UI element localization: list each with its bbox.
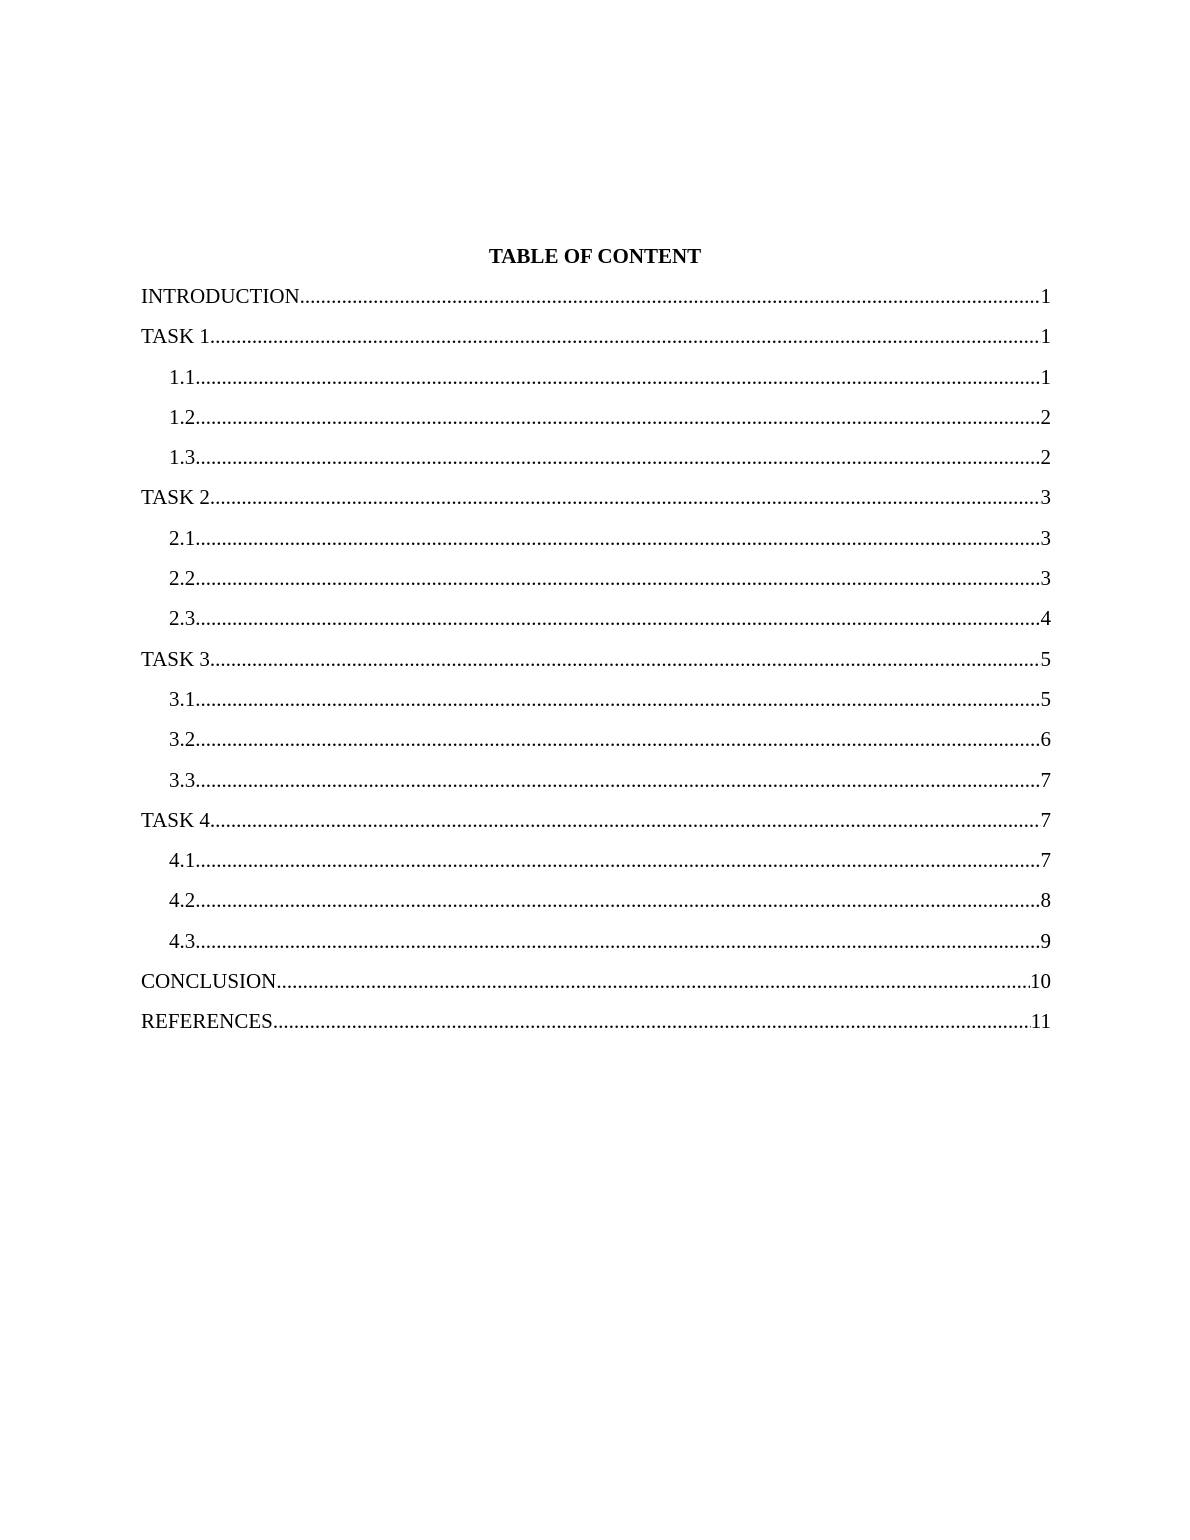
toc-dot-leader [195, 766, 1040, 794]
toc-dot-leader [210, 806, 1041, 834]
toc-entry[interactable] [141, 524, 1051, 564]
toc-entry-page-number: 1 [1040, 364, 1051, 389]
toc-entry-label: 1.2 [169, 404, 196, 429]
toc-dot-leader [195, 564, 1040, 592]
toc-entry[interactable] [141, 967, 1051, 1007]
toc-entry-label: 1.3 [169, 445, 196, 470]
toc-entry-label: 4.3 [169, 928, 196, 953]
toc-entry[interactable] [141, 886, 1051, 926]
toc-entry[interactable] [141, 322, 1051, 362]
toc-entry-page-number: 11 [1030, 1009, 1051, 1034]
toc-entry[interactable] [141, 564, 1051, 604]
toc-entry-page-number: 3 [1040, 566, 1051, 591]
toc-dot-leader [195, 725, 1040, 753]
toc-dot-leader [195, 604, 1040, 632]
toc-entry-label: 1.1 [169, 364, 196, 389]
toc-list [141, 282, 1051, 1048]
toc-entry[interactable] [141, 483, 1051, 523]
toc-entry[interactable] [141, 645, 1051, 685]
toc-entry-label: 3.1 [169, 686, 196, 711]
toc-entry-page-number: 1 [1040, 324, 1051, 349]
toc-entry[interactable] [141, 846, 1051, 886]
toc-entry-page-number: 1 [1040, 284, 1051, 308]
toc-entry-label: 2.3 [169, 606, 196, 631]
toc-entry-label: TASK 1 [141, 324, 210, 349]
toc-entry-label: TASK 3 [141, 646, 210, 671]
toc-dot-leader [210, 483, 1041, 511]
toc-dot-leader [210, 322, 1041, 350]
toc-entry-label: INTRODUCTION [141, 284, 300, 308]
toc-dot-leader [210, 645, 1041, 673]
toc-entry-page-number: 7 [1040, 848, 1051, 873]
toc-entry-label: 2.1 [169, 525, 196, 550]
toc-entry-page-number: 10 [1030, 969, 1051, 994]
toc-entry-page-number: 4 [1040, 606, 1051, 631]
toc-entry-page-number: 2 [1040, 445, 1051, 470]
toc-entry-label: 4.2 [169, 888, 196, 913]
toc-entry[interactable] [141, 363, 1051, 403]
toc-entry-label: 4.1 [169, 848, 196, 873]
toc-entry-label: TASK 2 [141, 485, 210, 510]
toc-dot-leader [195, 524, 1040, 552]
toc-entry-label: REFERENCES [141, 1009, 273, 1034]
toc-entry-page-number: 9 [1040, 928, 1051, 953]
toc-entry-page-number: 5 [1040, 646, 1051, 671]
toc-entry[interactable] [141, 604, 1051, 644]
toc-entry[interactable] [141, 1007, 1051, 1047]
toc-entry-page-number: 7 [1040, 767, 1051, 792]
toc-dot-leader [273, 1007, 1031, 1035]
toc-dot-leader [195, 403, 1040, 431]
toc-entry[interactable] [141, 282, 1051, 322]
toc-entry-label: 3.3 [169, 767, 196, 792]
toc-entry-page-number: 2 [1040, 404, 1051, 429]
toc-entry[interactable] [141, 806, 1051, 846]
toc-dot-leader [195, 846, 1040, 874]
toc-dot-leader [195, 443, 1040, 471]
toc-dot-leader [276, 967, 1030, 995]
toc-entry-label: 3.2 [169, 727, 196, 752]
toc-dot-leader [195, 685, 1040, 713]
toc-entry-page-number: 7 [1040, 807, 1051, 832]
toc-dot-leader [195, 363, 1040, 391]
toc-entry-label: CONCLUSION [141, 969, 277, 994]
toc-entry-page-number: 6 [1040, 727, 1051, 752]
toc-entry-label: TASK 4 [141, 807, 210, 832]
toc-entry-page-number: 5 [1040, 686, 1051, 711]
toc-dot-leader [195, 886, 1040, 914]
toc-entry[interactable] [141, 725, 1051, 765]
toc-entry-label: 2.2 [169, 566, 196, 591]
toc-entry-page-number: 8 [1040, 888, 1051, 913]
toc-entry[interactable] [141, 685, 1051, 725]
toc-entry[interactable] [141, 766, 1051, 806]
toc-dot-leader [300, 282, 1041, 310]
toc-entry-page-number: 3 [1040, 525, 1051, 550]
toc-entry-page-number: 3 [1040, 485, 1051, 510]
toc-entry[interactable] [141, 443, 1051, 483]
toc-entry[interactable] [141, 927, 1051, 967]
toc-dot-leader [195, 927, 1040, 955]
toc-entry[interactable] [141, 403, 1051, 443]
toc-title: TABLE OF CONTENT [488, 244, 702, 268]
